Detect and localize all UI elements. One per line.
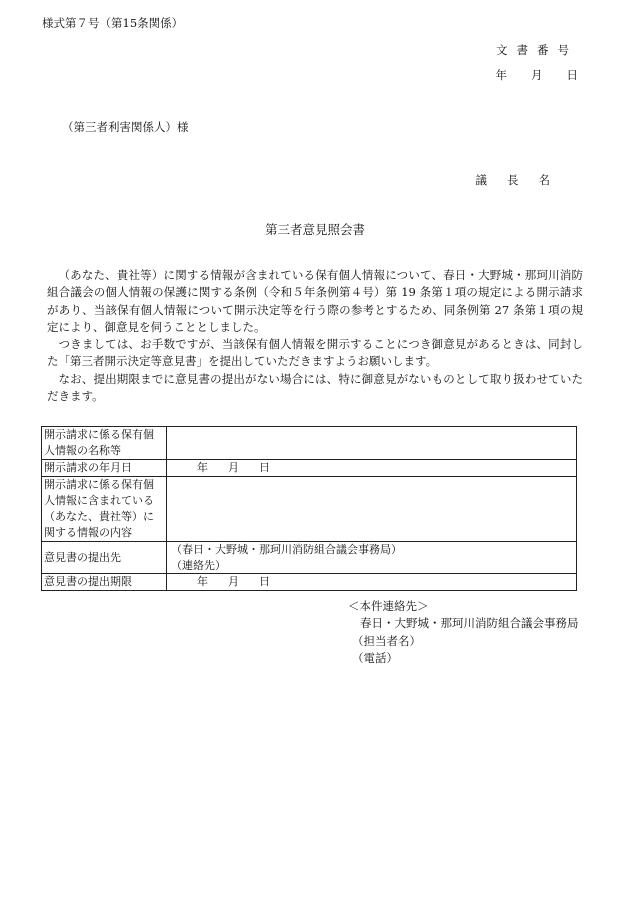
paragraph-3: なお、提出期限までに意見書の提出がない場合には、特に御意見がないものとして取り扱わせていただきます。 — [47, 371, 583, 403]
contact-person: （担当者名） — [352, 633, 421, 648]
row-label-request-date: 開示請求の年月日 — [42, 459, 167, 476]
table-row — [42, 541, 577, 574]
paragraph-2: つきましては、お手数ですが、当該保有個人情報を開示することにつき御意見があるときは、同封した「第三者開示決定等意見書」を提出していただきますようお願いします。 — [47, 337, 583, 369]
row-value-info-content — [167, 476, 577, 541]
table-row — [42, 574, 577, 591]
body-text — [47, 267, 583, 405]
row-value-deadline: 年 月 日 — [167, 574, 577, 591]
contact-block — [348, 598, 579, 667]
date-day: 日 — [566, 68, 578, 82]
row-value-submission-office: （春日・大野城・那珂川消防組合議会事務局） （連絡先） — [167, 541, 577, 574]
row-label-submission-office: 意見書の提出先 — [42, 541, 167, 574]
addressee: （第三者利害関係人）様 — [62, 120, 189, 134]
contact-heading: ＜本件連絡先＞ — [348, 599, 429, 613]
row-label-info-name: 開示請求に係る保有個人情報の名称等 — [42, 427, 167, 460]
row-label-info-content: 開示請求に係る保有個人情報に含まれている（あなた、貴社等）に関する情報の内容 — [42, 476, 167, 541]
form-number: 様式第７号（第15条関係） — [42, 16, 184, 30]
chairman-name: 議長名 — [475, 173, 570, 187]
info-table — [41, 426, 577, 591]
row-value-info-name — [167, 427, 577, 460]
contact-office: 春日・大野城・那珂川消防組合議会事務局 — [360, 616, 579, 631]
row-value-request-date: 年 月 日 — [167, 459, 577, 476]
issue-date — [496, 67, 579, 84]
date-year: 年 — [495, 68, 507, 82]
contact-phone: （電話） — [352, 650, 398, 665]
date-month: 月 — [531, 68, 543, 82]
paragraph-1: （あなた、貴社等）に関する情報が含まれている保有個人情報について、春日・大野城・那珂川消防組合議会の個人情報の保護に関する条例（令和５年条例第４号）第 19 条第１項の規定による開示請求があり、当該保有個人情報について開示決定等を行う際の参考とするため、同条例第 27 条第１項の規定により、御意見を伺うこととしました。 — [47, 268, 583, 334]
document-number-label: 文書番号 — [496, 43, 578, 57]
row-label-deadline: 意見書の提出期限 — [42, 574, 167, 591]
table-row — [42, 427, 577, 460]
table-row — [42, 476, 577, 541]
document-title: 第三者意見照会書 — [264, 222, 365, 237]
table-row — [42, 459, 577, 476]
